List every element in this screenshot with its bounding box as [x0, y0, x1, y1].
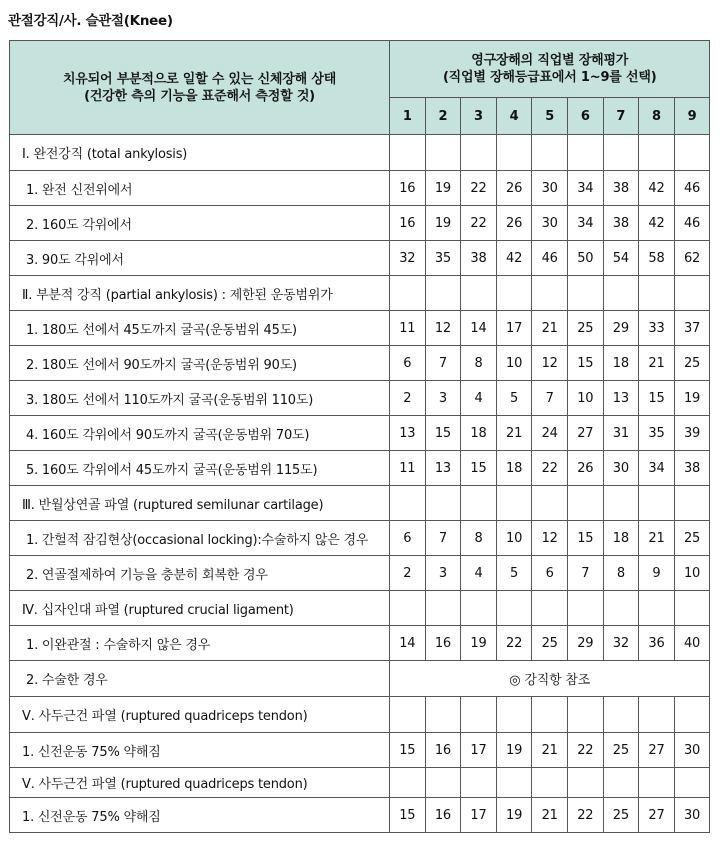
rating-value: 21: [532, 733, 568, 768]
rating-value: 10: [674, 556, 710, 591]
rating-value: 30: [532, 171, 568, 206]
grade-header: 4: [496, 98, 532, 135]
rating-value: 17: [461, 733, 497, 768]
rating-value: [390, 135, 426, 171]
rating-value: 7: [567, 556, 603, 591]
section-row: [10, 276, 710, 311]
item-label: 1. 간헐적 잠김현상(occasional locking):수술하지 않은 경우: [10, 521, 390, 556]
table-row: [10, 346, 710, 381]
rating-value: 38: [603, 206, 639, 241]
rating-value: 30: [532, 206, 568, 241]
rating-value: 58: [639, 241, 675, 276]
rating-value: 19: [425, 171, 461, 206]
rating-value: [674, 276, 710, 311]
rating-value: 19: [461, 626, 497, 661]
section-label: Ⅱ. 부분적 강직 (partial ankylosis) : 제한된 운동범위가: [10, 276, 390, 311]
rating-value: 62: [674, 241, 710, 276]
section-label: Ⅳ. 십자인대 파열 (ruptured crucial ligament): [10, 591, 390, 626]
grade-header: 1: [390, 98, 426, 135]
section-label: Ⅴ. 사두근건 파열 (ruptured quadriceps tendon): [10, 697, 390, 733]
rating-value: 7: [532, 381, 568, 416]
rating-value: 19: [496, 733, 532, 768]
rating-value: 25: [532, 626, 568, 661]
table-row: [10, 206, 710, 241]
rating-value: 25: [674, 346, 710, 381]
rating-value: 46: [532, 241, 568, 276]
item-label: 1. 신전운동 75% 약해짐: [10, 733, 390, 768]
rating-value: 32: [390, 241, 426, 276]
rating-value: 3: [425, 556, 461, 591]
rating-value: 21: [532, 798, 568, 833]
rating-value: 26: [567, 451, 603, 486]
rating-value: 27: [567, 416, 603, 451]
section-row: [10, 768, 710, 798]
section-label: Ⅰ. 완전강직 (total ankylosis): [10, 135, 390, 171]
rating-value: 22: [532, 451, 568, 486]
rating-value: 4: [461, 556, 497, 591]
rating-value: [461, 486, 497, 521]
section-label: Ⅴ. 사두근건 파열 (ruptured quadriceps tendon): [10, 768, 390, 798]
rating-value: 11: [390, 311, 426, 346]
rating-value: [532, 591, 568, 626]
grade-header: 8: [639, 98, 675, 135]
item-label: 3. 180도 선에서 110도까지 굴곡(운동범위 110도): [10, 381, 390, 416]
rating-value: [532, 135, 568, 171]
table-row: [10, 521, 710, 556]
rating-value: 15: [390, 798, 426, 833]
rating-value: [639, 135, 675, 171]
section-row: [10, 697, 710, 733]
rating-value: 16: [425, 626, 461, 661]
grade-header: 3: [461, 98, 497, 135]
rating-value: [461, 768, 497, 798]
grade-header: 9: [674, 98, 710, 135]
rating-value: [674, 135, 710, 171]
rating-value: 18: [603, 521, 639, 556]
rating-value: 30: [603, 451, 639, 486]
rating-value: 32: [603, 626, 639, 661]
page-title: 관절강직/사. 슬관절(Knee): [8, 13, 173, 29]
rating-value: 6: [390, 346, 426, 381]
rating-value: 31: [603, 416, 639, 451]
table-row: [10, 556, 710, 591]
rating-value: [390, 486, 426, 521]
rating-value: [425, 486, 461, 521]
rating-value: 34: [639, 451, 675, 486]
rating-value: 13: [390, 416, 426, 451]
rating-value: 15: [390, 733, 426, 768]
rating-value: [639, 276, 675, 311]
rating-value: 8: [461, 521, 497, 556]
rating-value: 29: [603, 311, 639, 346]
rating-value: 35: [425, 241, 461, 276]
rating-value: 12: [532, 521, 568, 556]
grade-header: 7: [603, 98, 639, 135]
rating-value: [567, 276, 603, 311]
rating-value: [603, 697, 639, 733]
rating-value: 17: [496, 311, 532, 346]
rating-value: 26: [496, 206, 532, 241]
rating-value: 19: [674, 381, 710, 416]
rating-value: 26: [496, 171, 532, 206]
grade-header: 5: [532, 98, 568, 135]
rating-value: [603, 486, 639, 521]
rating-value: 30: [674, 733, 710, 768]
table-row: [10, 381, 710, 416]
rating-value: [603, 276, 639, 311]
rating-value: 21: [639, 346, 675, 381]
rating-value: 16: [425, 733, 461, 768]
rating-value: 34: [567, 171, 603, 206]
rating-value: 46: [674, 206, 710, 241]
rating-value: 16: [425, 798, 461, 833]
rating-value: 15: [567, 521, 603, 556]
rating-value: [567, 486, 603, 521]
rating-value: [425, 135, 461, 171]
rating-value: 38: [461, 241, 497, 276]
rating-value: [390, 697, 426, 733]
rating-value: [532, 768, 568, 798]
rating-value: 15: [461, 451, 497, 486]
rating-value: [532, 697, 568, 733]
rating-value: [639, 697, 675, 733]
rating-value: [425, 768, 461, 798]
table-row: [10, 661, 710, 697]
rating-value: [390, 276, 426, 311]
rating-value: [674, 486, 710, 521]
rating-value: 21: [496, 416, 532, 451]
rating-value: [461, 591, 497, 626]
rating-value: [567, 591, 603, 626]
rating-value: [567, 768, 603, 798]
rating-value: [532, 276, 568, 311]
rating-value: 5: [496, 556, 532, 591]
section-label: Ⅲ. 반월상연골 파열 (ruptured semilunar cartilage): [10, 486, 390, 521]
item-label: 4. 160도 각위에서 90도까지 굴곡(운동범위 70도): [10, 416, 390, 451]
rating-value: 36: [639, 626, 675, 661]
rating-value: 4: [461, 381, 497, 416]
item-label: 2. 160도 각위에서: [10, 206, 390, 241]
rating-value: 15: [639, 381, 675, 416]
rating-value: 18: [496, 451, 532, 486]
rating-value: [496, 591, 532, 626]
rating-value: 29: [567, 626, 603, 661]
rating-value: 12: [425, 311, 461, 346]
grade-header: 2: [425, 98, 461, 135]
rating-value: 25: [567, 311, 603, 346]
rating-value: 10: [496, 346, 532, 381]
rating-value: [603, 135, 639, 171]
table-row: [10, 626, 710, 661]
rating-value: [390, 591, 426, 626]
rating-value: 14: [390, 626, 426, 661]
rating-value: [496, 135, 532, 171]
rating-header-line1: 영구장해의 직업별 장해평가: [471, 53, 629, 68]
rating-value: 22: [567, 798, 603, 833]
item-label: 1. 180도 선에서 45도까지 굴곡(운동범위 45도): [10, 311, 390, 346]
table-row: [10, 241, 710, 276]
rating-value: 5: [496, 381, 532, 416]
item-label: 1. 이완관절 : 수술하지 않은 경우: [10, 626, 390, 661]
item-label: 5. 160도 각위에서 45도까지 굴곡(운동범위 115도): [10, 451, 390, 486]
rating-value: 2: [390, 381, 426, 416]
rating-value: 14: [461, 311, 497, 346]
rating-value: 10: [496, 521, 532, 556]
rating-value: [496, 276, 532, 311]
rating-value: 50: [567, 241, 603, 276]
rating-value: 25: [674, 521, 710, 556]
table-row: [10, 451, 710, 486]
rating-value: 22: [496, 626, 532, 661]
rating-value: 42: [639, 206, 675, 241]
section-row: [10, 591, 710, 626]
rating-value: 30: [674, 798, 710, 833]
rating-value: [425, 591, 461, 626]
item-label: 2. 수술한 경우: [10, 661, 390, 697]
rating-value: 54: [603, 241, 639, 276]
condition-header-line2: (건강한 측의 기능을 표준해서 측정할 것): [84, 88, 315, 104]
item-label: 1. 신전운동 75% 약해짐: [10, 798, 390, 833]
rating-value: [461, 135, 497, 171]
rating-value: [639, 591, 675, 626]
rating-value: 21: [639, 521, 675, 556]
rating-value: 38: [674, 451, 710, 486]
section-row: [10, 486, 710, 521]
rating-value: [603, 591, 639, 626]
section-row: [10, 135, 710, 171]
rating-value: [639, 486, 675, 521]
rating-value: 40: [674, 626, 710, 661]
rating-value: [532, 486, 568, 521]
rating-value: 7: [425, 346, 461, 381]
rating-value: 2: [390, 556, 426, 591]
rating-value: 22: [567, 733, 603, 768]
rating-value: 9: [639, 556, 675, 591]
rating-header: [390, 41, 710, 98]
rating-value: 39: [674, 416, 710, 451]
rating-value: 16: [390, 206, 426, 241]
table-row: [10, 311, 710, 346]
rating-value: 38: [603, 171, 639, 206]
rating-value: [496, 486, 532, 521]
rating-value: 35: [639, 416, 675, 451]
rating-value: 25: [603, 798, 639, 833]
reference-note: ◎ 강직항 참조: [390, 661, 710, 697]
rating-value: [567, 135, 603, 171]
table-body: [10, 135, 710, 833]
rating-value: 37: [674, 311, 710, 346]
rating-value: 42: [639, 171, 675, 206]
rating-value: 13: [425, 451, 461, 486]
rating-value: 7: [425, 521, 461, 556]
condition-header: [10, 41, 390, 135]
rating-value: [674, 697, 710, 733]
table-row: [10, 733, 710, 768]
rating-value: [425, 276, 461, 311]
rating-value: 8: [461, 346, 497, 381]
rating-value: 3: [425, 381, 461, 416]
table-row: [10, 798, 710, 833]
rating-value: 17: [461, 798, 497, 833]
rating-value: 21: [532, 311, 568, 346]
rating-value: [461, 276, 497, 311]
rating-value: 34: [567, 206, 603, 241]
rating-value: [674, 768, 710, 798]
rating-value: 27: [639, 798, 675, 833]
rating-value: 27: [639, 733, 675, 768]
table-row: [10, 171, 710, 206]
rating-value: 33: [639, 311, 675, 346]
rating-value: 10: [567, 381, 603, 416]
rating-header-line2: (직업별 장해등급표에서 1~9를 선택): [442, 70, 657, 85]
rating-value: [461, 697, 497, 733]
item-label: 1. 완전 신전위에서: [10, 171, 390, 206]
rating-value: 18: [461, 416, 497, 451]
rating-value: 13: [603, 381, 639, 416]
table-row: [10, 416, 710, 451]
rating-value: 6: [390, 521, 426, 556]
rating-value: 22: [461, 171, 497, 206]
rating-value: 8: [603, 556, 639, 591]
rating-value: [425, 697, 461, 733]
rating-value: [390, 768, 426, 798]
rating-value: 19: [425, 206, 461, 241]
rating-value: [496, 697, 532, 733]
rating-value: [603, 768, 639, 798]
rating-value: [567, 697, 603, 733]
condition-header-line1: 치유되어 부분적으로 일할 수 있는 신체장해 상태: [62, 71, 337, 87]
rating-value: 25: [603, 733, 639, 768]
rating-value: 18: [603, 346, 639, 381]
item-label: 3. 90도 각위에서: [10, 241, 390, 276]
item-label: 2. 180도 선에서 90도까지 굴곡(운동범위 90도): [10, 346, 390, 381]
rating-value: [674, 591, 710, 626]
item-label: 2. 연골절제하여 기능을 충분히 회복한 경우: [10, 556, 390, 591]
rating-value: [496, 768, 532, 798]
rating-value: 22: [461, 206, 497, 241]
rating-value: 15: [567, 346, 603, 381]
rating-value: 16: [390, 171, 426, 206]
disability-rating-table: [9, 40, 710, 833]
rating-value: 12: [532, 346, 568, 381]
rating-value: [639, 768, 675, 798]
rating-value: 24: [532, 416, 568, 451]
rating-value: 19: [496, 798, 532, 833]
rating-value: 42: [496, 241, 532, 276]
rating-value: 6: [532, 556, 568, 591]
rating-value: 11: [390, 451, 426, 486]
grade-header: 6: [567, 98, 603, 135]
rating-value: 46: [674, 171, 710, 206]
rating-value: 15: [425, 416, 461, 451]
